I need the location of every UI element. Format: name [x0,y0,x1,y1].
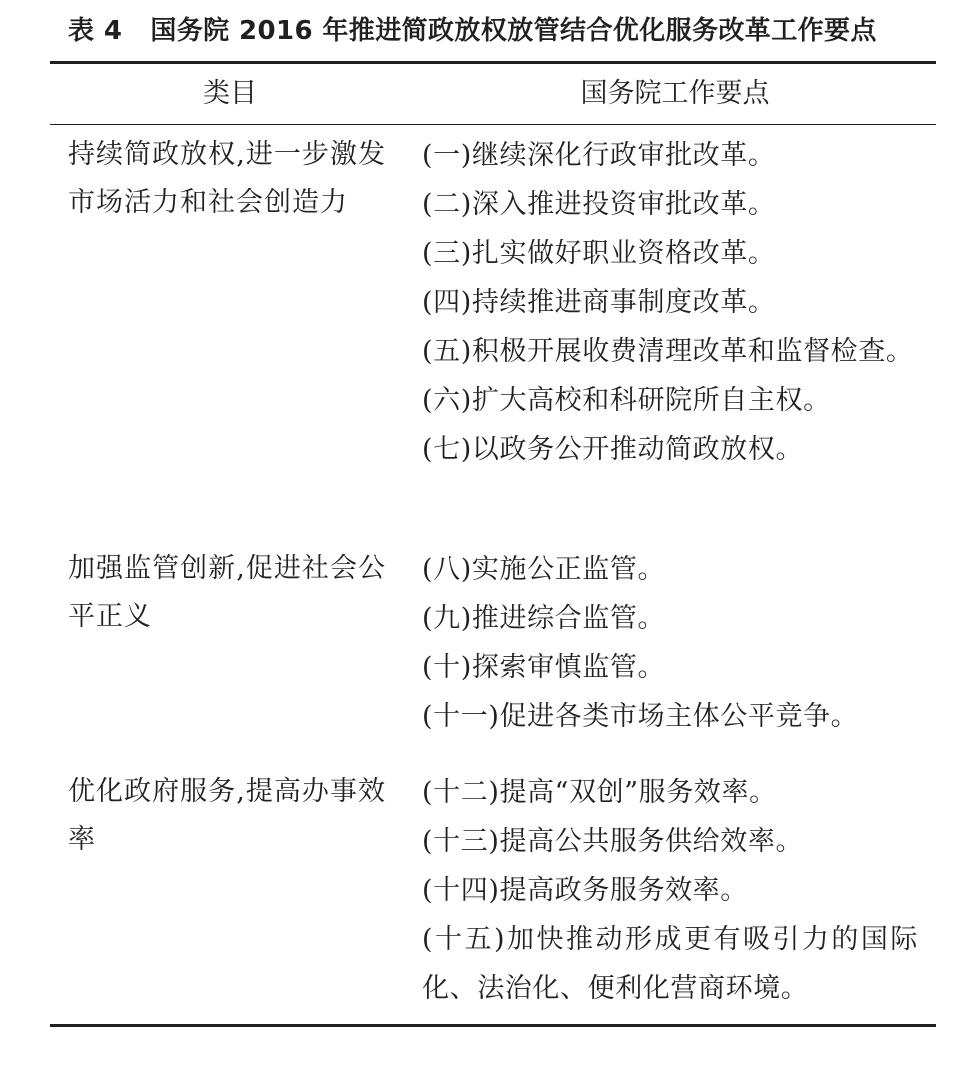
work-point-item: (四)持续推进商事制度改革。 [422,287,776,318]
category-cell: 持续简政放权,进一步激发市场活力和社会创造力 [68,139,386,218]
table-bottom-rule [50,1024,936,1027]
work-points-list [422,131,918,474]
work-point-item: (十五)加快推动形成更有吸引力的国际化、法治化、便利化营商环境。 [422,924,918,1004]
category-cell: 加强监管创新,促进社会公平正义 [68,553,386,632]
category-cell: 优化政府服务,提高办事效率 [68,776,386,855]
table-top-rule [50,61,936,64]
work-point-item: (九)推进综合监管。 [422,603,666,634]
work-point-item: (十四)提高政务服务效率。 [422,875,748,906]
work-points-list [422,545,918,741]
work-point-item: (一)继续深化行政审批改革。 [422,140,776,171]
table-header-rule [50,124,936,125]
work-points-list [422,768,918,1013]
column-header-category: 类目 [203,78,257,109]
column-header-work-points: 国务院工作要点 [580,78,770,109]
work-point-item: (十二)提高“双创”服务效率。 [422,777,777,808]
work-point-item: (七)以政务公开推动简政放权。 [422,434,804,465]
work-point-item: (三)扎实做好职业资格改革。 [422,238,776,269]
table-title: 国务院 2016 年推进简政放权放管结合优化服务改革工作要点 [150,16,877,46]
work-point-item: (十)探索审慎监管。 [422,652,666,683]
work-point-item: (八)实施公正监管。 [422,554,666,585]
table-caption [64,14,944,48]
work-point-item: (十一)促进各类市场主体公平竞争。 [422,701,859,732]
work-point-item: (十三)提高公共服务供给效率。 [422,826,804,857]
work-point-item: (五)积极开展收费清理改革和监督检查。 [422,336,914,367]
table-number: 表 4 [68,16,123,46]
work-point-item: (二)深入推进投资审批改革。 [422,189,776,220]
work-point-item: (六)扩大高校和科研院所自主权。 [422,385,831,416]
